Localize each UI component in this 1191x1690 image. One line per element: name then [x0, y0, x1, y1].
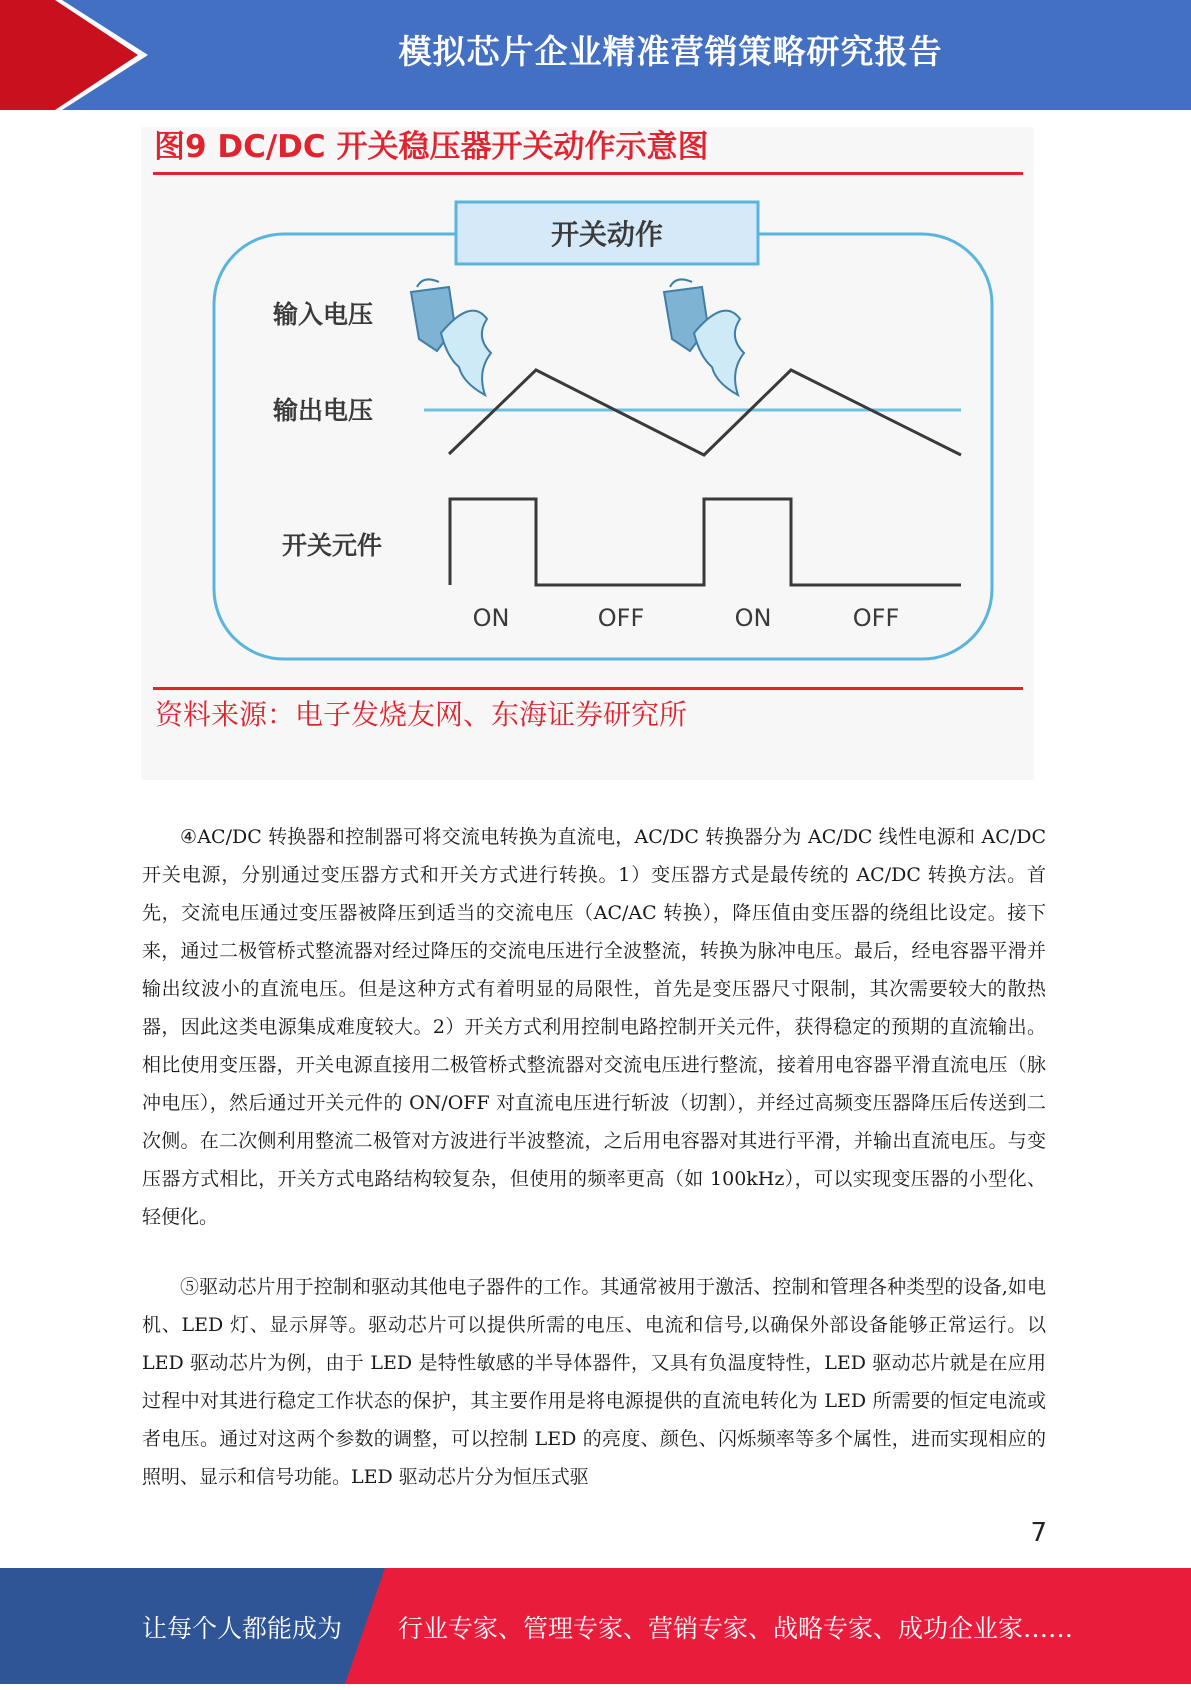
figure-source: 资料来源：电子发烧友网、东海证券研究所 — [155, 698, 688, 731]
state-label-on: ON — [734, 604, 772, 632]
state-label-off: OFF — [852, 604, 900, 632]
header-chevron-icon — [0, 0, 160, 110]
figure-title: 图9 DC/DC 开关稳压器开关动作示意图 — [154, 129, 709, 165]
bucket-pour-icon — [411, 279, 491, 395]
page-number: 7 — [1030, 1518, 1047, 1548]
footer-slogan-left: 让每个人都能成为 — [142, 1614, 343, 1643]
state-label-on: ON — [472, 604, 510, 632]
state-label-off: OFF — [597, 604, 645, 632]
figure-title-rule — [153, 172, 1023, 175]
page-header — [0, 0, 1191, 110]
page-footer — [0, 1568, 1191, 1684]
diagram-box-title: 开关动作 — [550, 218, 664, 251]
paragraph-driver-chip: ⑤驱动芯片用于控制和驱动其他电子器件的工作。其通常被用于激活、控制和管理各种类型的设备,如电机、LED 灯、显示屏等。驱动芯片可以提供所需的电压、电流和信号,以确保外部设备能够正常运行。以 LED 驱动芯片为例，由于 LED 是特性敏感的半导体器件，又具有负温度特性，LED 驱动芯片就是在应用过程中对其进行稳定工作状态的保护，其主要作用是将电源提供的直流电转化为 LED 所需要的恒定电流或者电压。通过对这两个参数的调整，可以控制 LED 的亮度、颜色、闪烁频率等多个属性，进而实现相应的照明、显示和信号功能。LED 驱动芯片分为恒压式驱 — [142, 1276, 1046, 1488]
figure-switching-diagram — [141, 127, 1034, 780]
bucket-pour-icon — [664, 279, 744, 395]
report-title: 模拟芯片企业精准营销策略研究报告 — [398, 32, 943, 71]
output-voltage-waveform — [449, 370, 961, 455]
paragraph-ac-dc: ④AC/DC 转换器和控制器可将交流电转换为直流电，AC/DC 转换器分为 AC/DC 线性电源和 AC/DC 开关电源，分别通过变压器方式和开关方式进行转换。1）变压器方式是最传统的 AC/DC 转换方法。首先，交流电压通过变压器被降压到适当的交流电压（AC/AC 转换），降压值由变压器的绕组比设定。接下来，通过二极管桥式整流器对经过降压的交流电压进行全波整流，转换为脉冲电压。最后，经电容器平滑并输出纹波小的直流电压。但是这种方式有着明显的局限性，首先是变压器尺寸限制，其次需要较大的散热器，因此这类电源集成难度较大。2）开关方式利用控制电路控制开关元件，获得稳定的预期的直流输出。相比使用变压器，开关电源直接用二极管桥式整流器对交流电压进行整流，接着用电容器平滑直流电压（脉冲电压），然后通过开关元件的 ON/OFF 对直流电压进行斩波（切割），并经过高频变压器降压后传送到二次侧。在二次侧利用整流二极管对方波进行半波整流，之后用电容器对其进行平滑，并输出直流电压。与变压器方式相比，开关方式电路结构较复杂，但使用的频率更高（如 100kHz），可以实现变压器的小型化、轻便化。 — [142, 826, 1046, 1228]
figure-source-rule — [153, 687, 1023, 690]
switching-diagram — [141, 127, 1034, 780]
label-switch-element: 开关元件 — [282, 531, 383, 560]
label-input-voltage: 输入电压 — [273, 300, 374, 329]
switch-element-waveform — [450, 499, 961, 585]
footer-slogan-right: 行业专家、管理专家、营销专家、战略专家、成功企业家…… — [398, 1614, 1074, 1643]
diagram-frame — [214, 234, 992, 659]
label-output-voltage: 输出电压 — [273, 396, 374, 425]
